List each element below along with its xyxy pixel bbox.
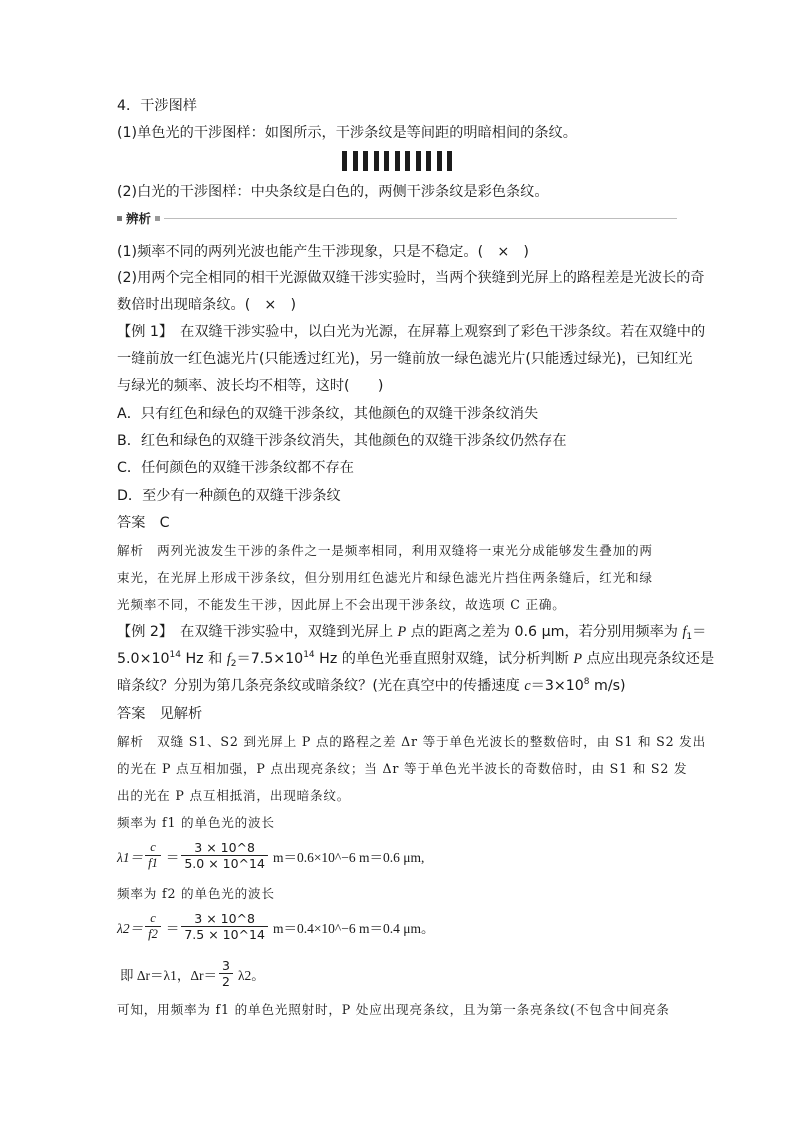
example2-explanation: 解析 双缝 S1、S2 到光屏上 P 点的路程之差 Δr 等于单色光波长的整数倍时，由 S1 和 S2 发出: [117, 734, 706, 749]
relation-line: 即 Δr＝λ1，Δr＝ $\frac{3}{2}$ λ2。: [120, 958, 265, 989]
square-icon: [155, 216, 160, 221]
example2-explanation: 出的光在 P 点互相抵消，出现暗条纹。: [117, 788, 351, 803]
example1-explanation: 光频率不同，不能发生干涉，因此屏上不会出现干涉条纹，故选项 C 正确。: [117, 597, 566, 612]
example2-line: 暗条纹？分别为第几条亮条纹或暗条纹？(光在真空中的传播速度 $c=3\times 10^8$ m/s): [117, 677, 626, 694]
example2-line: $5.0\times 10^{14}$ Hz 和 $f_2=7.5\times 10^{14}$ Hz 的单色光垂直照射双缝，试分析判断 P 点应出现亮条纹还是: [117, 650, 715, 669]
conclusion: 可知，用频率为 f1 的单色光照射时，P 处应出现亮条纹，且为第一条亮条纹(不包含中间亮条: [117, 1002, 670, 1017]
analysis-item: (1)频率不同的两列光波也能产生干涉现象，只是不稳定。( × ): [117, 244, 529, 260]
option-c: C．任何颜色的双缝干涉条纹都不存在: [117, 460, 354, 476]
paragraph-monochromatic: (1)单色光的干涉图样：如图所示，干涉条纹是等间距的明暗相间的条纹。: [117, 125, 577, 141]
example1-line: 一缝前放一红色滤光片(只能透过红光)，另一缝前放一绿色滤光片(只能透过绿光)，已知红光: [117, 351, 693, 367]
example2-answer: 答案 见解析: [117, 706, 203, 722]
option-a: A．只有红色和绿色的双缝干涉条纹，其他颜色的双缝干涉条纹消失: [117, 406, 539, 422]
divider: [164, 218, 677, 219]
formula-lambda2: λ2＝ $\frac{c}{f2}$ ＝ $\frac{3 \times 10\^{}8}{7.5 \times 10\^{}14}$ m＝0.4×10^−6 m＝0.4 μm。: [117, 911, 435, 942]
analysis-label: 辨析: [126, 211, 152, 226]
analysis-header: [117, 210, 677, 226]
square-icon: [117, 216, 122, 221]
example1-explanation: 解析 两列光波发生干涉的条件之一是频率相同，利用双缝将一束光分成能够发生叠加的两: [117, 543, 653, 558]
paragraph-white-light: (2)白光的干涉图样：中央条纹是白色的，两侧干涉条纹是彩色条纹。: [117, 184, 549, 200]
analysis-item: (2)用两个完全相同的相干光源做双缝干涉实验时，当两个狭缝到光屏上的路程差是光波长的奇: [117, 270, 705, 286]
example1-answer: 答案 C: [117, 515, 170, 531]
fraction: $\frac{3 \times 10\^{}8}{7.5 \times 10\^{}14}$: [181, 911, 268, 942]
example1-line: 【例 1】 在双缝干涉实验中，以白光为光源，在屏幕上观察到了彩色干涉条纹。若在双缝中的: [117, 324, 706, 340]
wavelength-label-f2: 频率为 f2 的单色光的波长: [117, 886, 275, 901]
example2-line: 【例 2】 在双缝干涉实验中，双缝到光屏上 P 点的距离之差为 0.6 μm，若分别用频率为 $f_1=$: [117, 624, 707, 642]
formula-lambda1: λ1＝ $\frac{c}{f1}$ ＝ $\frac{3 \times 10\^{}8}{5.0 \times 10\^{}14}$ m＝0.6×10^−6 m＝0.6 μm,: [117, 840, 425, 871]
option-d: D．至少有一种颜色的双缝干涉条纹: [117, 488, 341, 504]
fraction: $\frac{3}{2}$: [219, 958, 233, 989]
example2-explanation: 的光在 P 点互相加强，P 点出现亮条纹；当 Δr 等于单色光半波长的奇数倍时，由 S1 和 S2 发: [117, 761, 688, 776]
fraction: $\frac{3 \times 10\^{}8}{5.0 \times 10\^{}14}$: [181, 840, 268, 871]
example1-line: 与绿光的频率、波长均不相等，这时( ): [117, 378, 384, 394]
fraction: $\frac{c}{f1}$: [145, 840, 161, 871]
section-title: 4．干涉图样: [117, 98, 197, 114]
interference-fringe-figure: [342, 151, 452, 171]
analysis-item: 数倍时出现暗条纹。( × ): [117, 297, 297, 313]
wavelength-label-f1: 频率为 f1 的单色光的波长: [117, 815, 275, 830]
option-b: B．红色和绿色的双缝干涉条纹消失，其他颜色的双缝干涉条纹仍然存在: [117, 433, 567, 449]
fraction: $\frac{c}{f2}$: [145, 911, 161, 942]
example1-explanation: 束光，在光屏上形成干涉条纹，但分别用红色滤光片和绿色滤光片挡住两条缝后，红光和绿: [117, 570, 653, 585]
